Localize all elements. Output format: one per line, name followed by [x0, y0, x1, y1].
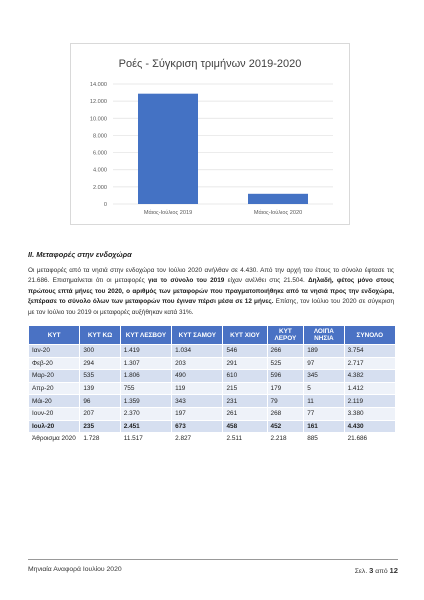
col-header-kos: ΚΥΤ ΚΩ [80, 326, 120, 345]
value-cell: 231 [223, 395, 267, 408]
table-header-row [29, 326, 396, 345]
table-row [29, 357, 396, 370]
y-tick-label: 10.000 [89, 116, 107, 123]
value-cell: 5 [304, 382, 344, 395]
value-cell: 1.034 [172, 345, 223, 358]
month-cell: Άθροισμα 2020 [29, 433, 80, 446]
value-cell: 291 [223, 357, 267, 370]
value-cell: 1.806 [120, 370, 171, 383]
bar [138, 94, 198, 204]
value-cell: 2.717 [344, 357, 395, 370]
month-cell: Μαρ-20 [29, 370, 80, 383]
value-cell: 207 [80, 407, 120, 420]
value-cell: 266 [267, 345, 304, 358]
para-text-2: είχαν ανέλθει στις 21.504. [224, 277, 309, 285]
col-header-chios: ΚΥΤ ΧΙΟΥ [223, 326, 267, 345]
transfers-table [28, 325, 396, 446]
table-row [29, 420, 396, 433]
month-cell: Ιαν-20 [29, 345, 80, 358]
value-cell: 755 [120, 382, 171, 395]
value-cell: 458 [223, 420, 267, 433]
value-cell: 2.218 [267, 433, 304, 446]
value-cell: 525 [267, 357, 304, 370]
value-cell: 11.517 [120, 433, 171, 446]
col-header-leros: ΚΥΤ ΛΕΡΟΥ [267, 326, 304, 345]
table-row [29, 382, 396, 395]
value-cell: 197 [172, 407, 223, 420]
value-cell: 203 [172, 357, 223, 370]
value-cell: 2.119 [344, 395, 395, 408]
y-tick-label: 4.000 [93, 167, 107, 174]
section-title: II. Μεταφορές στην ενδοχώρα [28, 250, 132, 259]
value-cell: 343 [172, 395, 223, 408]
bar [248, 194, 308, 204]
value-cell: 96 [80, 395, 120, 408]
value-cell: 215 [223, 382, 267, 395]
value-cell: 294 [80, 357, 120, 370]
bar-chart [71, 44, 349, 224]
value-cell: 161 [304, 420, 344, 433]
x-category-label: Μάιος-Ιούλιος 2020 [253, 210, 303, 216]
month-cell: Μάι-20 [29, 395, 80, 408]
page-total: 12 [389, 566, 398, 575]
y-tick-label: 12.000 [89, 99, 107, 106]
x-category-label: Μάιος-Ιούλιος 2019 [143, 210, 193, 216]
value-cell: 119 [172, 382, 223, 395]
col-header-other: ΛΟΙΠΑ ΝΗΣΙΑ [304, 326, 344, 345]
page-prefix: Σελ. [354, 568, 370, 575]
table-row [29, 345, 396, 358]
value-cell: 235 [80, 420, 120, 433]
page-mid: από [373, 568, 390, 575]
value-cell: 21.686 [344, 433, 395, 446]
table-total-row [29, 433, 396, 446]
value-cell: 179 [267, 382, 304, 395]
value-cell: 3.754 [344, 345, 395, 358]
value-cell: 1.412 [344, 382, 395, 395]
value-cell: 1.307 [120, 357, 171, 370]
chart-container [70, 43, 350, 225]
y-tick-label: 8.000 [93, 133, 107, 140]
value-cell: 79 [267, 395, 304, 408]
footer-title: Μηνιαία Αναφορά Ιουλίου 2020 [28, 566, 122, 573]
col-header-lesvos: ΚΥΤ ΛΕΣΒΟΥ [120, 326, 171, 345]
page-current: 3 [369, 566, 374, 575]
col-header-samos: ΚΥΤ ΣΑΜΟΥ [172, 326, 223, 345]
chart-title: Ροές - Σύγκριση τριμήνων 2019-2020 [118, 58, 302, 70]
value-cell: 452 [267, 420, 304, 433]
table-row [29, 395, 396, 408]
value-cell: 4.430 [344, 420, 395, 433]
value-cell: 673 [172, 420, 223, 433]
value-cell: 2.451 [120, 420, 171, 433]
y-tick-label: 14.000 [89, 82, 107, 88]
month-cell: Απρ-20 [29, 382, 80, 395]
col-header-total: ΣΥΝΟΛΟ [344, 326, 395, 345]
month-cell: Φεβ-20 [29, 357, 80, 370]
body-paragraph [28, 266, 394, 318]
value-cell: 546 [223, 345, 267, 358]
table-row [29, 370, 396, 383]
para-text-1: Οι μεταφορές από τα νησιά στην ενδοχώρα τον Ιούλιο 2020 ανήλθαν σε 4.430. Από την αρχή του έτους το σύνολο έφτασε τις 21.686. Επισημαίνεται ότι οι μεταφορές [28, 267, 394, 285]
value-cell: 2.511 [223, 433, 267, 446]
para-bold-2: Δηλαδή, φέτος μόνο στους πρώτους επτά μήνες του 2020, ο αριθμός των μεταφορών που πραγματοποιήθηκε από τα νησιά προς την ενδοχώρα, ξεπέρασε το σύνολο όλων των μεταφορών που έγιναν πέρσι μέσα σε 12 μήνες. [28, 277, 394, 306]
value-cell: 535 [80, 370, 120, 383]
value-cell: 1.419 [120, 345, 171, 358]
value-cell: 77 [304, 407, 344, 420]
page-number [355, 566, 398, 575]
table-row [29, 407, 396, 420]
y-tick-label: 0 [103, 202, 107, 208]
value-cell: 2.827 [172, 433, 223, 446]
value-cell: 139 [80, 382, 120, 395]
footer-divider [28, 559, 398, 560]
value-cell: 345 [304, 370, 344, 383]
value-cell: 596 [267, 370, 304, 383]
value-cell: 610 [223, 370, 267, 383]
value-cell: 4.382 [344, 370, 395, 383]
value-cell: 490 [172, 370, 223, 383]
value-cell: 1.359 [120, 395, 171, 408]
value-cell: 300 [80, 345, 120, 358]
col-header-kyt: ΚΥΤ [29, 326, 80, 345]
value-cell: 2.370 [120, 407, 171, 420]
value-cell: 268 [267, 407, 304, 420]
value-cell: 11 [304, 395, 344, 408]
para-text-3: Επίσης, τον Ιούλιο του 2020 σε σύγκριση με τον Ιούλιο του 2019 οι μεταφορές αυξήθηκαν κατά 31%. [28, 298, 394, 316]
y-tick-label: 6.000 [93, 150, 107, 157]
para-bold-1: για το σύνολο του 2019 [147, 277, 225, 285]
value-cell: 3.380 [344, 407, 395, 420]
value-cell: 189 [304, 345, 344, 358]
value-cell: 1.728 [80, 433, 120, 446]
value-cell: 97 [304, 357, 344, 370]
y-tick-label: 2.000 [93, 184, 107, 191]
value-cell: 885 [304, 433, 344, 446]
value-cell: 261 [223, 407, 267, 420]
month-cell: Ιουν-20 [29, 407, 80, 420]
month-cell: Ιουλ-20 [29, 420, 80, 433]
